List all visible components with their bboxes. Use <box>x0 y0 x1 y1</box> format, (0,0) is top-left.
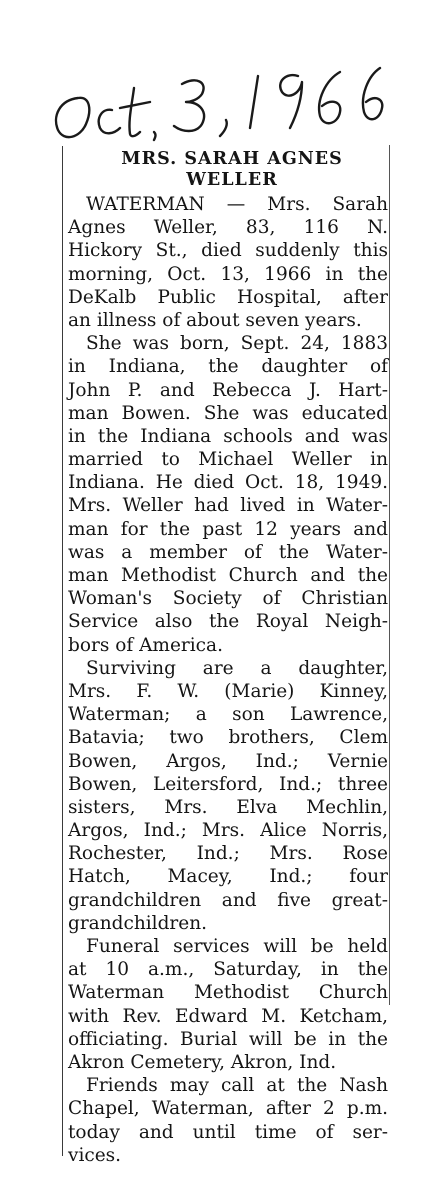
text-line: officiating. Burial will be in the <box>68 1028 388 1050</box>
text-line: DeKalb Public Hospital, after <box>68 286 388 308</box>
text-line: in the Indiana schools and was <box>68 425 388 447</box>
obituary-clipping <box>68 143 388 1166</box>
text-line: bors of America. <box>68 634 223 656</box>
text-line: Rochester, Ind.; Mrs. Rose <box>68 843 388 865</box>
text-line: today and until time of ser- <box>68 1121 388 1143</box>
text-line: grandchildren and five great- <box>68 889 388 911</box>
text-line: Service also the Royal Neigh- <box>68 611 388 633</box>
text-line: Woman's Society of Christian <box>68 588 388 610</box>
text-line: Agnes Weller, 83, 116 N. <box>68 217 388 239</box>
text-line: Hickory St., died suddenly this <box>68 240 388 262</box>
text-line: Akron Cemetery, Akron, Ind. <box>68 1051 337 1073</box>
text-line: married to Michael Weller in <box>68 449 388 471</box>
text-line: Mrs. Weller had lived in Water- <box>68 495 388 517</box>
text-line: man Methodist Church and the <box>68 565 388 586</box>
obituary-paragraph <box>68 1074 388 1167</box>
text-line: Argos, Ind.; Mrs. Alice Norris, <box>68 820 388 842</box>
text-line: Chapel, Waterman, after 2 p.m. <box>68 1098 388 1120</box>
text-line: at 10 a.m., Saturday, in the <box>68 959 388 981</box>
text-line: John P. and Rebecca J. Hart- <box>68 379 388 401</box>
text-line: with Rev. Edward M. Ketcham, <box>68 1005 388 1027</box>
text-line: Bowen, Argos, Ind.; Vernie <box>68 750 388 772</box>
text-line: man Bowen. She was educated <box>68 402 388 424</box>
text-line: in Indiana, the daughter of <box>68 356 388 378</box>
text-line: grandchildren. <box>68 912 208 934</box>
obituary-paragraph <box>68 193 388 332</box>
text-line: Friends may call at the Nash <box>86 1075 388 1097</box>
obituary-body <box>68 193 388 1167</box>
text-line: Waterman Methodist Church <box>68 982 388 1004</box>
obituary-paragraph <box>68 935 388 1074</box>
text-line: sisters, Mrs. Elva Mechlin, <box>68 796 388 818</box>
handwritten-date <box>50 58 390 148</box>
text-line: vices. <box>68 1144 122 1166</box>
text-line: Hatch, Macey, Ind.; four <box>68 866 388 888</box>
text-line: Indiana. He died Oct. 18, 1949. <box>68 472 388 494</box>
text-line: an illness of about seven years. <box>68 309 362 331</box>
headline-line: MRS. SARAH AGNES <box>121 149 343 169</box>
headline-line: WELLER <box>186 170 278 190</box>
text-line: Mrs. F. W. (Marie) Kinney, <box>68 680 388 702</box>
text-line: was a member of the Water- <box>68 541 388 563</box>
text-line: Bowen, Leitersford, Ind.; three <box>68 773 388 795</box>
obituary-headline <box>68 149 388 191</box>
text-line: Surviving are a daughter, <box>86 657 388 679</box>
text-line: WATERMAN — Mrs. Sarah <box>86 194 388 215</box>
obituary-paragraph <box>68 332 388 657</box>
text-line: Funeral services will be held <box>86 936 388 957</box>
text-line: man for the past 12 years and <box>68 518 388 540</box>
column-rule-left <box>62 146 63 1156</box>
text-line: Waterman; a son Lawrence, <box>68 704 388 726</box>
column-rule-right <box>389 145 390 1005</box>
text-line: morning, Oct. 13, 1966 in the <box>68 263 388 285</box>
obituary-paragraph <box>68 657 388 935</box>
text-line: She was born, Sept. 24, 1883 <box>86 333 388 355</box>
text-line: Batavia; two brothers, Clem <box>68 727 388 749</box>
